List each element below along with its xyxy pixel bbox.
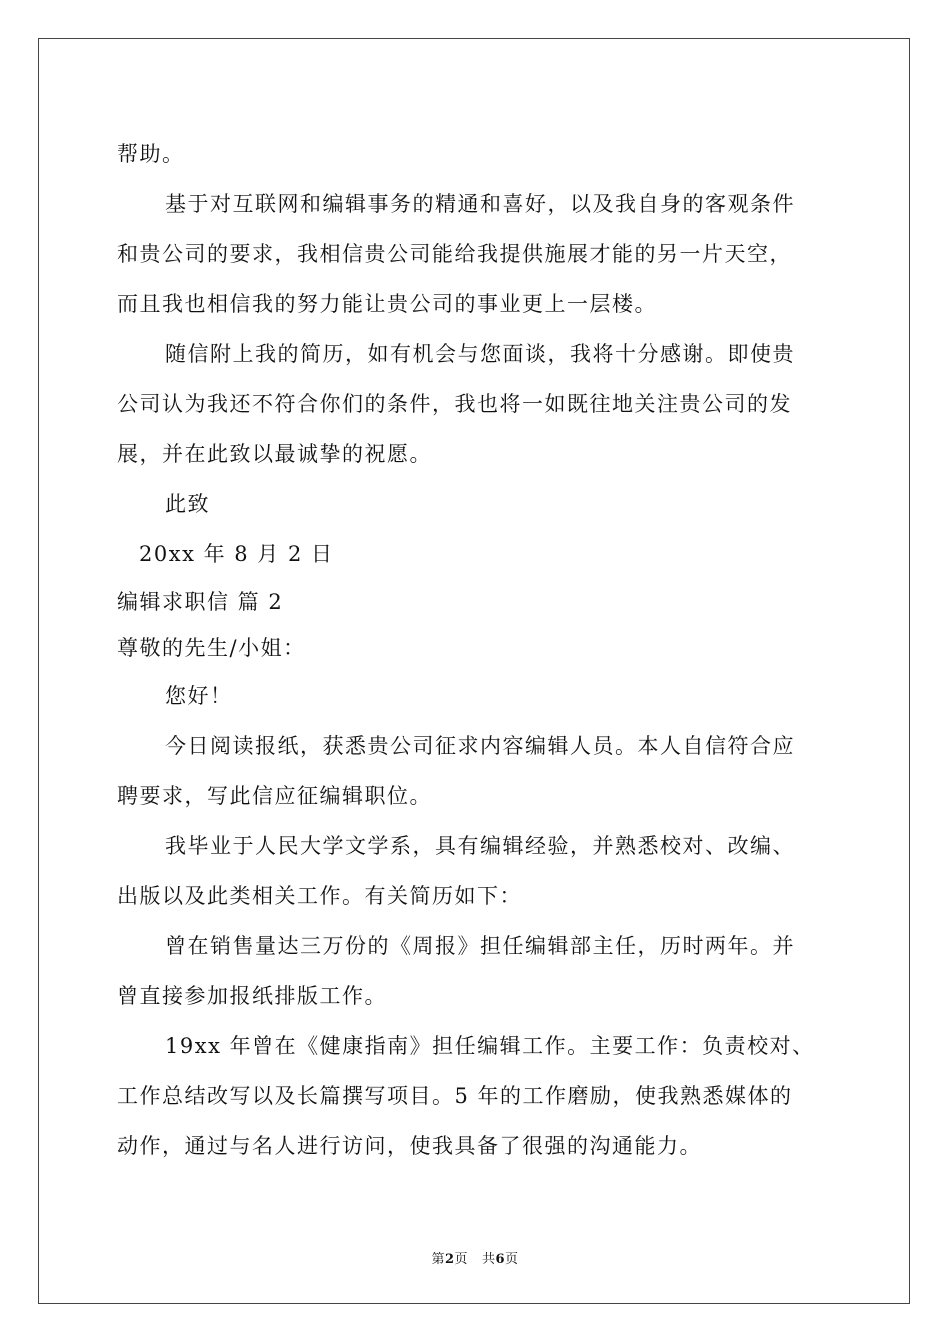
text-line: 聘要求，写此信应征编辑职位。	[117, 784, 432, 808]
text-line: 帮助。	[117, 142, 185, 166]
text-line: 展，并在此致以最诚挚的祝愿。	[117, 442, 432, 466]
footer-prefix: 第	[431, 1252, 445, 1267]
text-line: 随信附上我的简历，如有机会与您面谈，我将十分感谢。即使贵	[165, 342, 795, 366]
text-line: 曾在销售量达三万份的《周报》担任编辑部主任，历时两年。并	[165, 934, 795, 958]
total-pages: 6	[495, 1252, 506, 1267]
letter-date: 20xx 年 8 月 2 日	[139, 542, 334, 566]
text-line: 和贵公司的要求，我相信贵公司能给我提供施展才能的另一片天空，	[117, 242, 792, 266]
text-line: 公司认为我还不符合你们的条件，我也将一如既往地关注贵公司的发	[117, 392, 792, 416]
page-number: 2	[444, 1252, 455, 1267]
footer-total-suffix: 页	[505, 1252, 519, 1267]
text-line: 动作，通过与名人进行访问，使我具备了很强的沟通能力。	[117, 1134, 702, 1158]
text-line: 19xx 年曾在《健康指南》担任编辑工作。主要工作：负责校对、	[165, 1034, 815, 1058]
page-footer	[0, 1248, 950, 1267]
text-line: 您好！	[165, 684, 233, 708]
text-line: 基于对互联网和编辑事务的精通和喜好，以及我自身的客观条件	[165, 192, 795, 216]
text-line: 我毕业于人民大学文学系，具有编辑经验，并熟悉校对、改编、	[165, 834, 795, 858]
text-line: 出版以及此类相关工作。有关简历如下：	[117, 884, 522, 908]
footer-total-prefix: 共	[481, 1252, 496, 1267]
text-line: 而且我也相信我的努力能让贵公司的事业更上一层楼。	[117, 292, 657, 316]
text-line: 曾直接参加报纸排版工作。	[117, 984, 387, 1008]
document-body	[117, 129, 837, 1171]
text-line: 今日阅读报纸，获悉贵公司征求内容编辑人员。本人自信符合应	[165, 734, 795, 758]
section-heading: 编辑求职信 篇 2	[117, 590, 284, 614]
text-line: 工作总结改写以及长篇撰写项目。5 年的工作磨励，使我熟悉媒体的	[117, 1084, 793, 1108]
footer-page-suffix: 页	[454, 1252, 469, 1267]
closing-salutation: 此致	[165, 492, 210, 516]
letter-greeting: 尊敬的先生/小姐：	[117, 636, 306, 660]
